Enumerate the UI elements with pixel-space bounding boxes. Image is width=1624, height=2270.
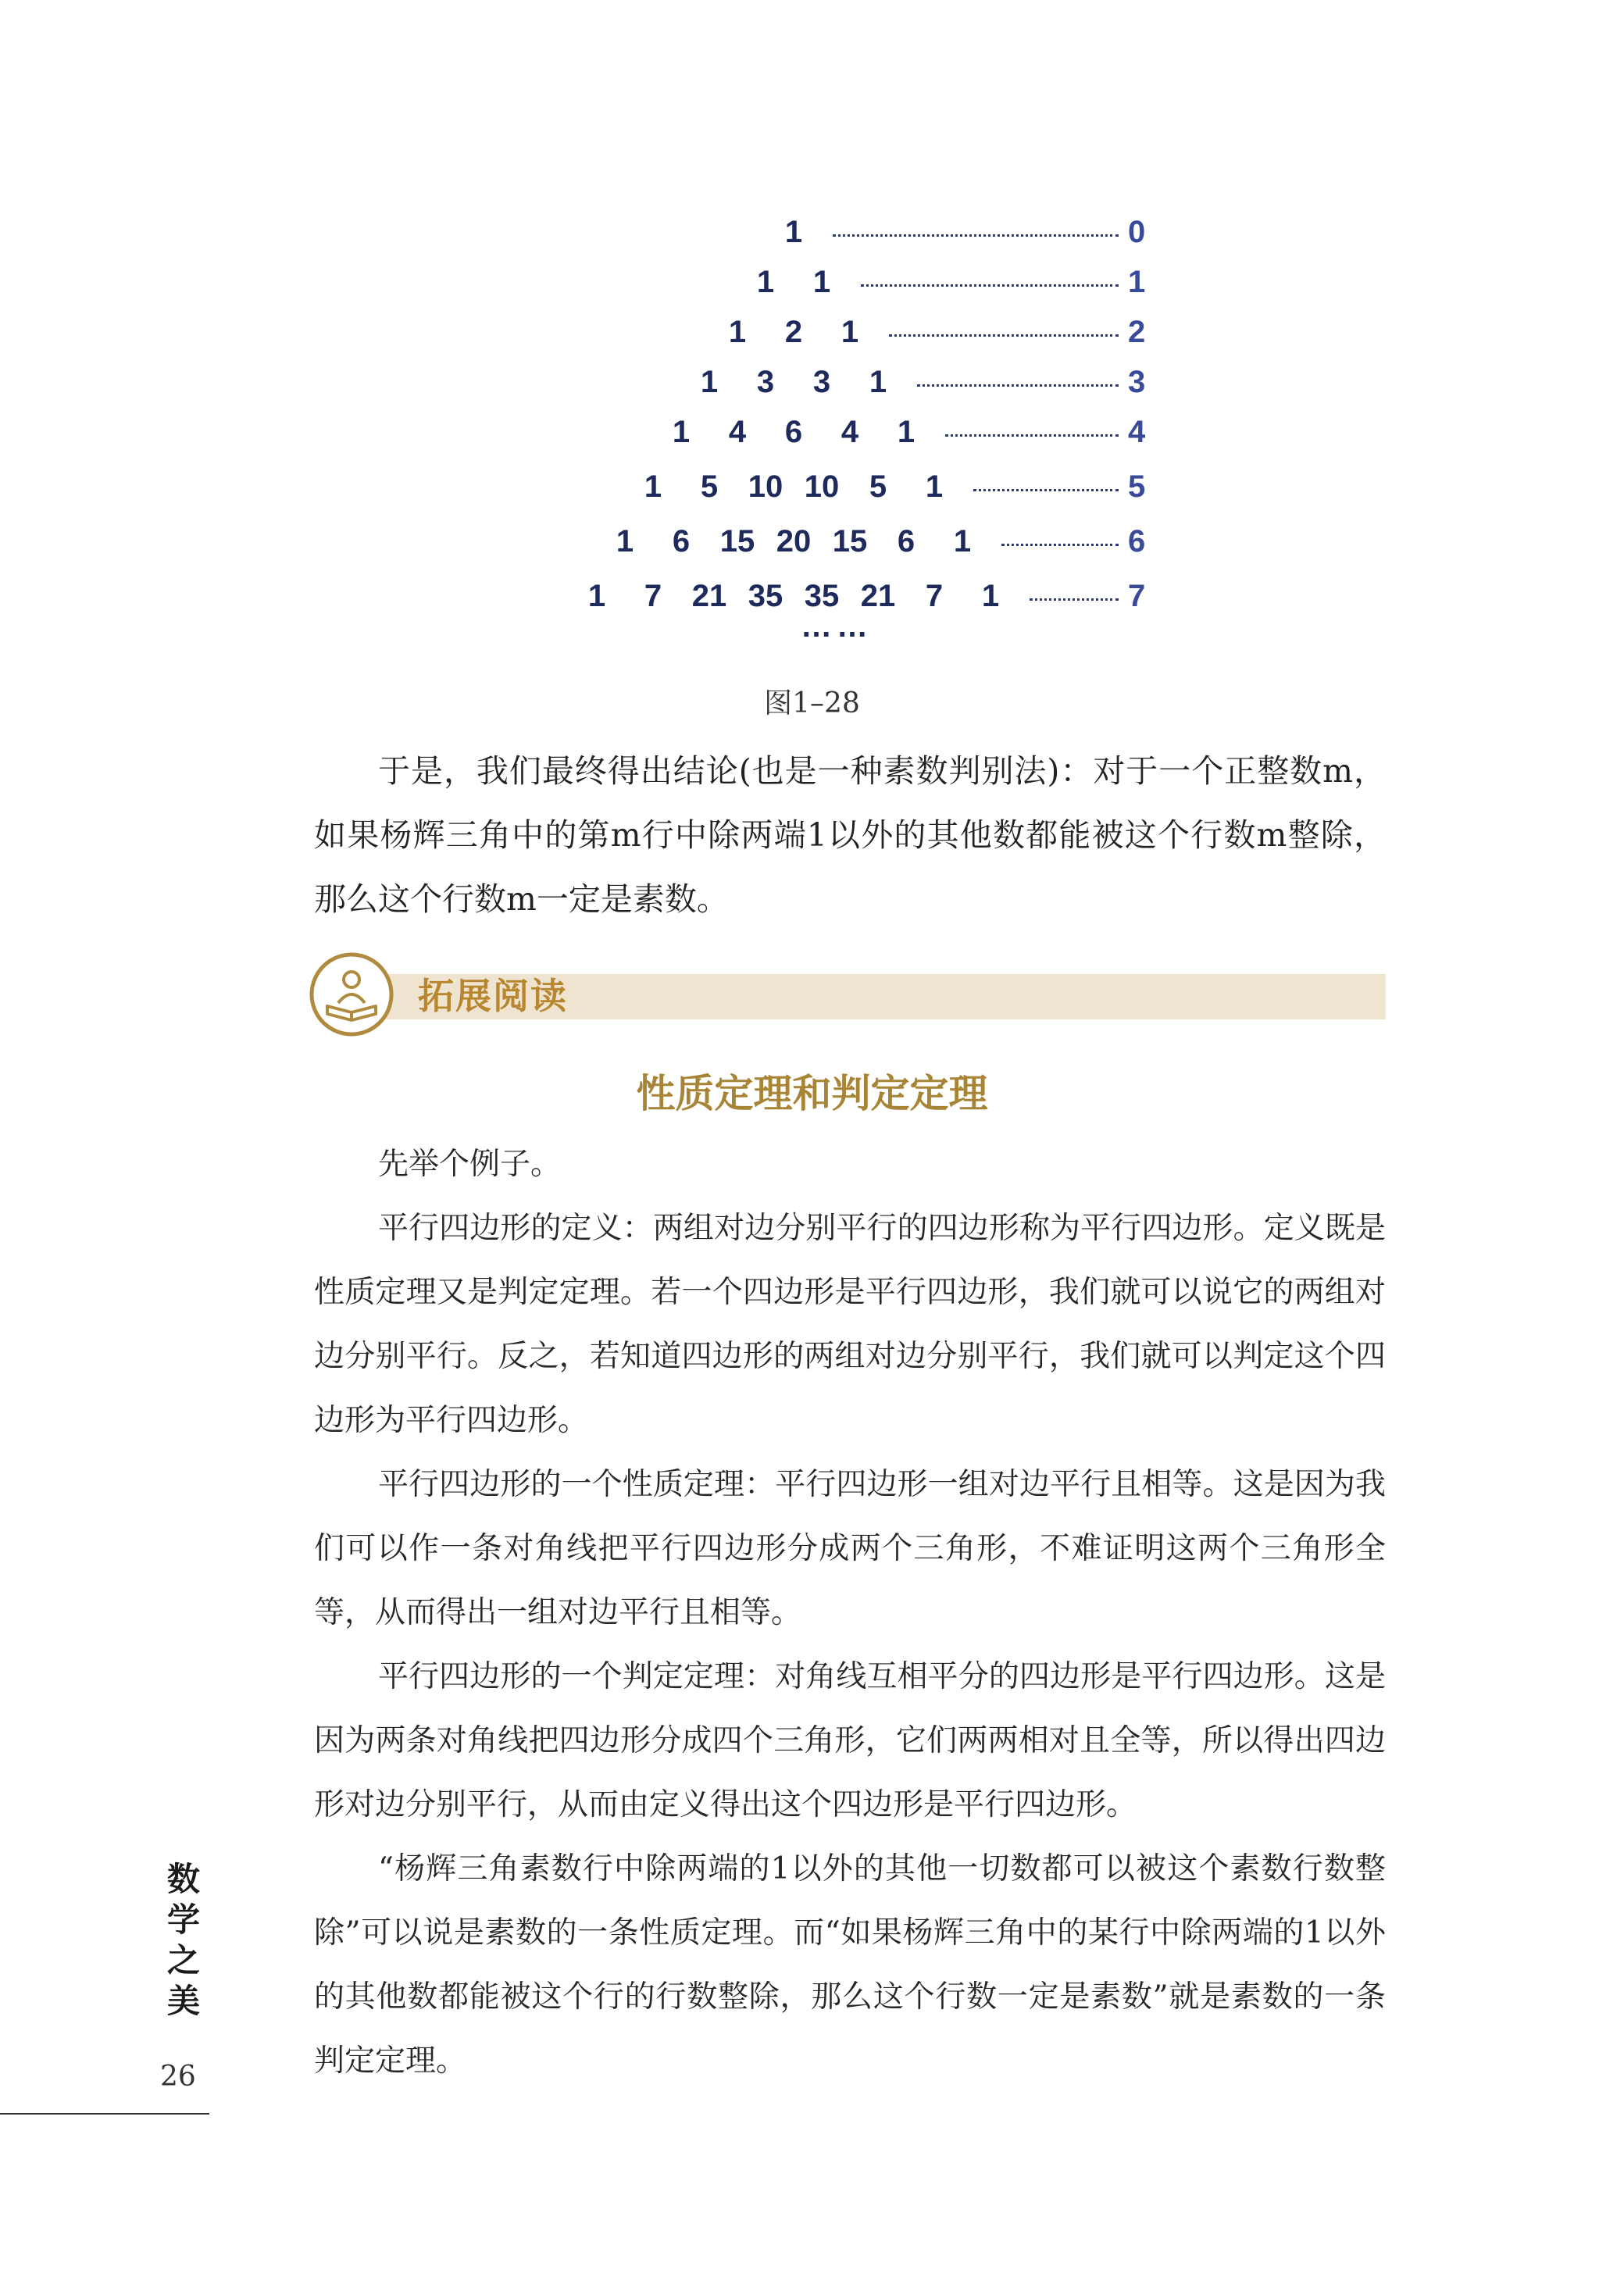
page-number-rule bbox=[0, 2113, 209, 2115]
triangle-number: 1 bbox=[841, 315, 859, 349]
reading-paragraph: 平行四边形的定义：两组对边分别平行的四边形称为平行四边形。定义既是性质定理又是判定定理。若一个四边形是平行四边形，我们就可以说它的两组对边分别平行。反之，若知道四边形的两组对边分别平行，我们就可以判定这个四边形为平行四边形。 bbox=[314, 1211, 1386, 1438]
triangle-row bbox=[0, 312, 1624, 359]
triangle-number: 15 bbox=[832, 524, 868, 559]
triangle-number: 10 bbox=[748, 469, 783, 504]
triangle-ellipsis: …… bbox=[801, 609, 873, 644]
triangle-number: 15 bbox=[719, 524, 755, 559]
triangle-row-index: 0 bbox=[1128, 215, 1146, 249]
triangle-number: 1 bbox=[728, 315, 747, 349]
triangle-number: 20 bbox=[776, 524, 812, 559]
triangle-number: 10 bbox=[804, 469, 840, 504]
triangle-number: 4 bbox=[841, 415, 859, 449]
triangle-row bbox=[0, 262, 1624, 309]
triangle-number: 1 bbox=[897, 415, 916, 449]
triangle-row-index: 5 bbox=[1128, 469, 1146, 504]
triangle-leader-dots bbox=[973, 489, 1119, 491]
reading-person-icon bbox=[309, 951, 394, 1037]
triangle-number: 2 bbox=[784, 315, 803, 349]
triangle-number: 1 bbox=[784, 215, 803, 249]
book-title-char: 数 bbox=[166, 1860, 200, 1898]
triangle-leader-dots bbox=[833, 234, 1119, 237]
triangle-number: 1 bbox=[812, 265, 831, 299]
triangle-leader-dots bbox=[1001, 544, 1119, 546]
reading-paragraph: “杨辉三角素数行中除两端的1以外的其他一切数都可以被这个素数行数整除”可以说是素数的一条性质定理。而“如果杨辉三角中的某行中除两端的1以外的其他数都能被这个行的行数整除，那么这个行数一定是素数”就是素数的一条判定定理。 bbox=[314, 1851, 1386, 2079]
conclusion-paragraph: 于是，我们最终得出结论(也是一种素数判别法)：对于一个正整数m，如果杨辉三角中的第m行中除两端1以外的其他数都能被这个行数m整除，那么这个行数m一定是素数。 bbox=[314, 752, 1386, 918]
triangle-number: 1 bbox=[756, 265, 775, 299]
triangle-leader-dots bbox=[889, 334, 1119, 337]
triangle-leader-dots bbox=[945, 434, 1119, 437]
extended-reading-label: 拓展阅读 bbox=[418, 975, 568, 1017]
triangle-row bbox=[0, 212, 1624, 259]
triangle-number: 3 bbox=[756, 365, 775, 399]
book-title-char: 美 bbox=[166, 1982, 200, 2020]
triangle-leader-dots bbox=[1030, 598, 1119, 601]
triangle-row-index: 3 bbox=[1128, 365, 1146, 399]
triangle-number: 3 bbox=[812, 365, 831, 399]
triangle-row-index: 6 bbox=[1128, 524, 1146, 559]
triangle-row bbox=[0, 362, 1624, 409]
triangle-row-index: 4 bbox=[1128, 415, 1146, 449]
triangle-number: 6 bbox=[784, 415, 803, 449]
triangle-row-index: 7 bbox=[1128, 579, 1146, 613]
page-number: 26 bbox=[160, 2061, 196, 2093]
triangle-number: 1 bbox=[925, 469, 944, 504]
triangle-number: 21 bbox=[691, 579, 727, 613]
book-title-char: 之 bbox=[166, 1941, 200, 1979]
triangle-number: 5 bbox=[869, 469, 887, 504]
book-title bbox=[160, 1859, 207, 2022]
triangle-number: 35 bbox=[804, 579, 840, 613]
triangle-number: 7 bbox=[644, 579, 662, 613]
triangle-row-index: 2 bbox=[1128, 315, 1146, 349]
triangle-number: 6 bbox=[897, 524, 916, 559]
triangle-leader-dots bbox=[917, 384, 1119, 387]
triangle-number: 5 bbox=[700, 469, 719, 504]
triangle-number: 1 bbox=[616, 524, 634, 559]
reading-paragraph: 先举个例子。 bbox=[378, 1147, 562, 1182]
triangle-number: 1 bbox=[953, 524, 972, 559]
triangle-number: 1 bbox=[869, 365, 887, 399]
triangle-row bbox=[0, 522, 1624, 569]
triangle-number: 1 bbox=[672, 415, 691, 449]
triangle-number: 7 bbox=[925, 579, 944, 613]
triangle-row bbox=[0, 467, 1624, 514]
triangle-number: 1 bbox=[981, 579, 1000, 613]
triangle-number: 1 bbox=[644, 469, 662, 504]
reading-paragraph: 平行四边形的一个性质定理：平行四边形一组对边平行且相等。这是因为我们可以作一条对角线把平行四边形分成两个三角形，不难证明这两个三角形全等，从而得出一组对边平行且相等。 bbox=[314, 1467, 1386, 1630]
figure-caption: 图1–28 bbox=[764, 687, 860, 719]
triangle-number: 21 bbox=[860, 579, 896, 613]
triangle-number: 35 bbox=[748, 579, 783, 613]
triangle-leader-dots bbox=[861, 284, 1119, 287]
triangle-row bbox=[0, 412, 1624, 459]
triangle-number: 1 bbox=[700, 365, 719, 399]
section-heading: 性质定理和判定定理 bbox=[636, 1071, 988, 1116]
reading-paragraph: 平行四边形的一个判定定理：对角线互相平分的四边形是平行四边形。这是因为两条对角线把四边形分成四个三角形，它们两两相对且全等，所以得出四边形对边分别平行，从而由定义得出这个四边形是平行四边形。 bbox=[314, 1659, 1386, 1822]
triangle-number: 4 bbox=[728, 415, 747, 449]
triangle-number: 6 bbox=[672, 524, 691, 559]
triangle-row-index: 1 bbox=[1128, 265, 1146, 299]
triangle-number: 1 bbox=[587, 579, 606, 613]
book-title-char: 学 bbox=[166, 1901, 200, 1939]
